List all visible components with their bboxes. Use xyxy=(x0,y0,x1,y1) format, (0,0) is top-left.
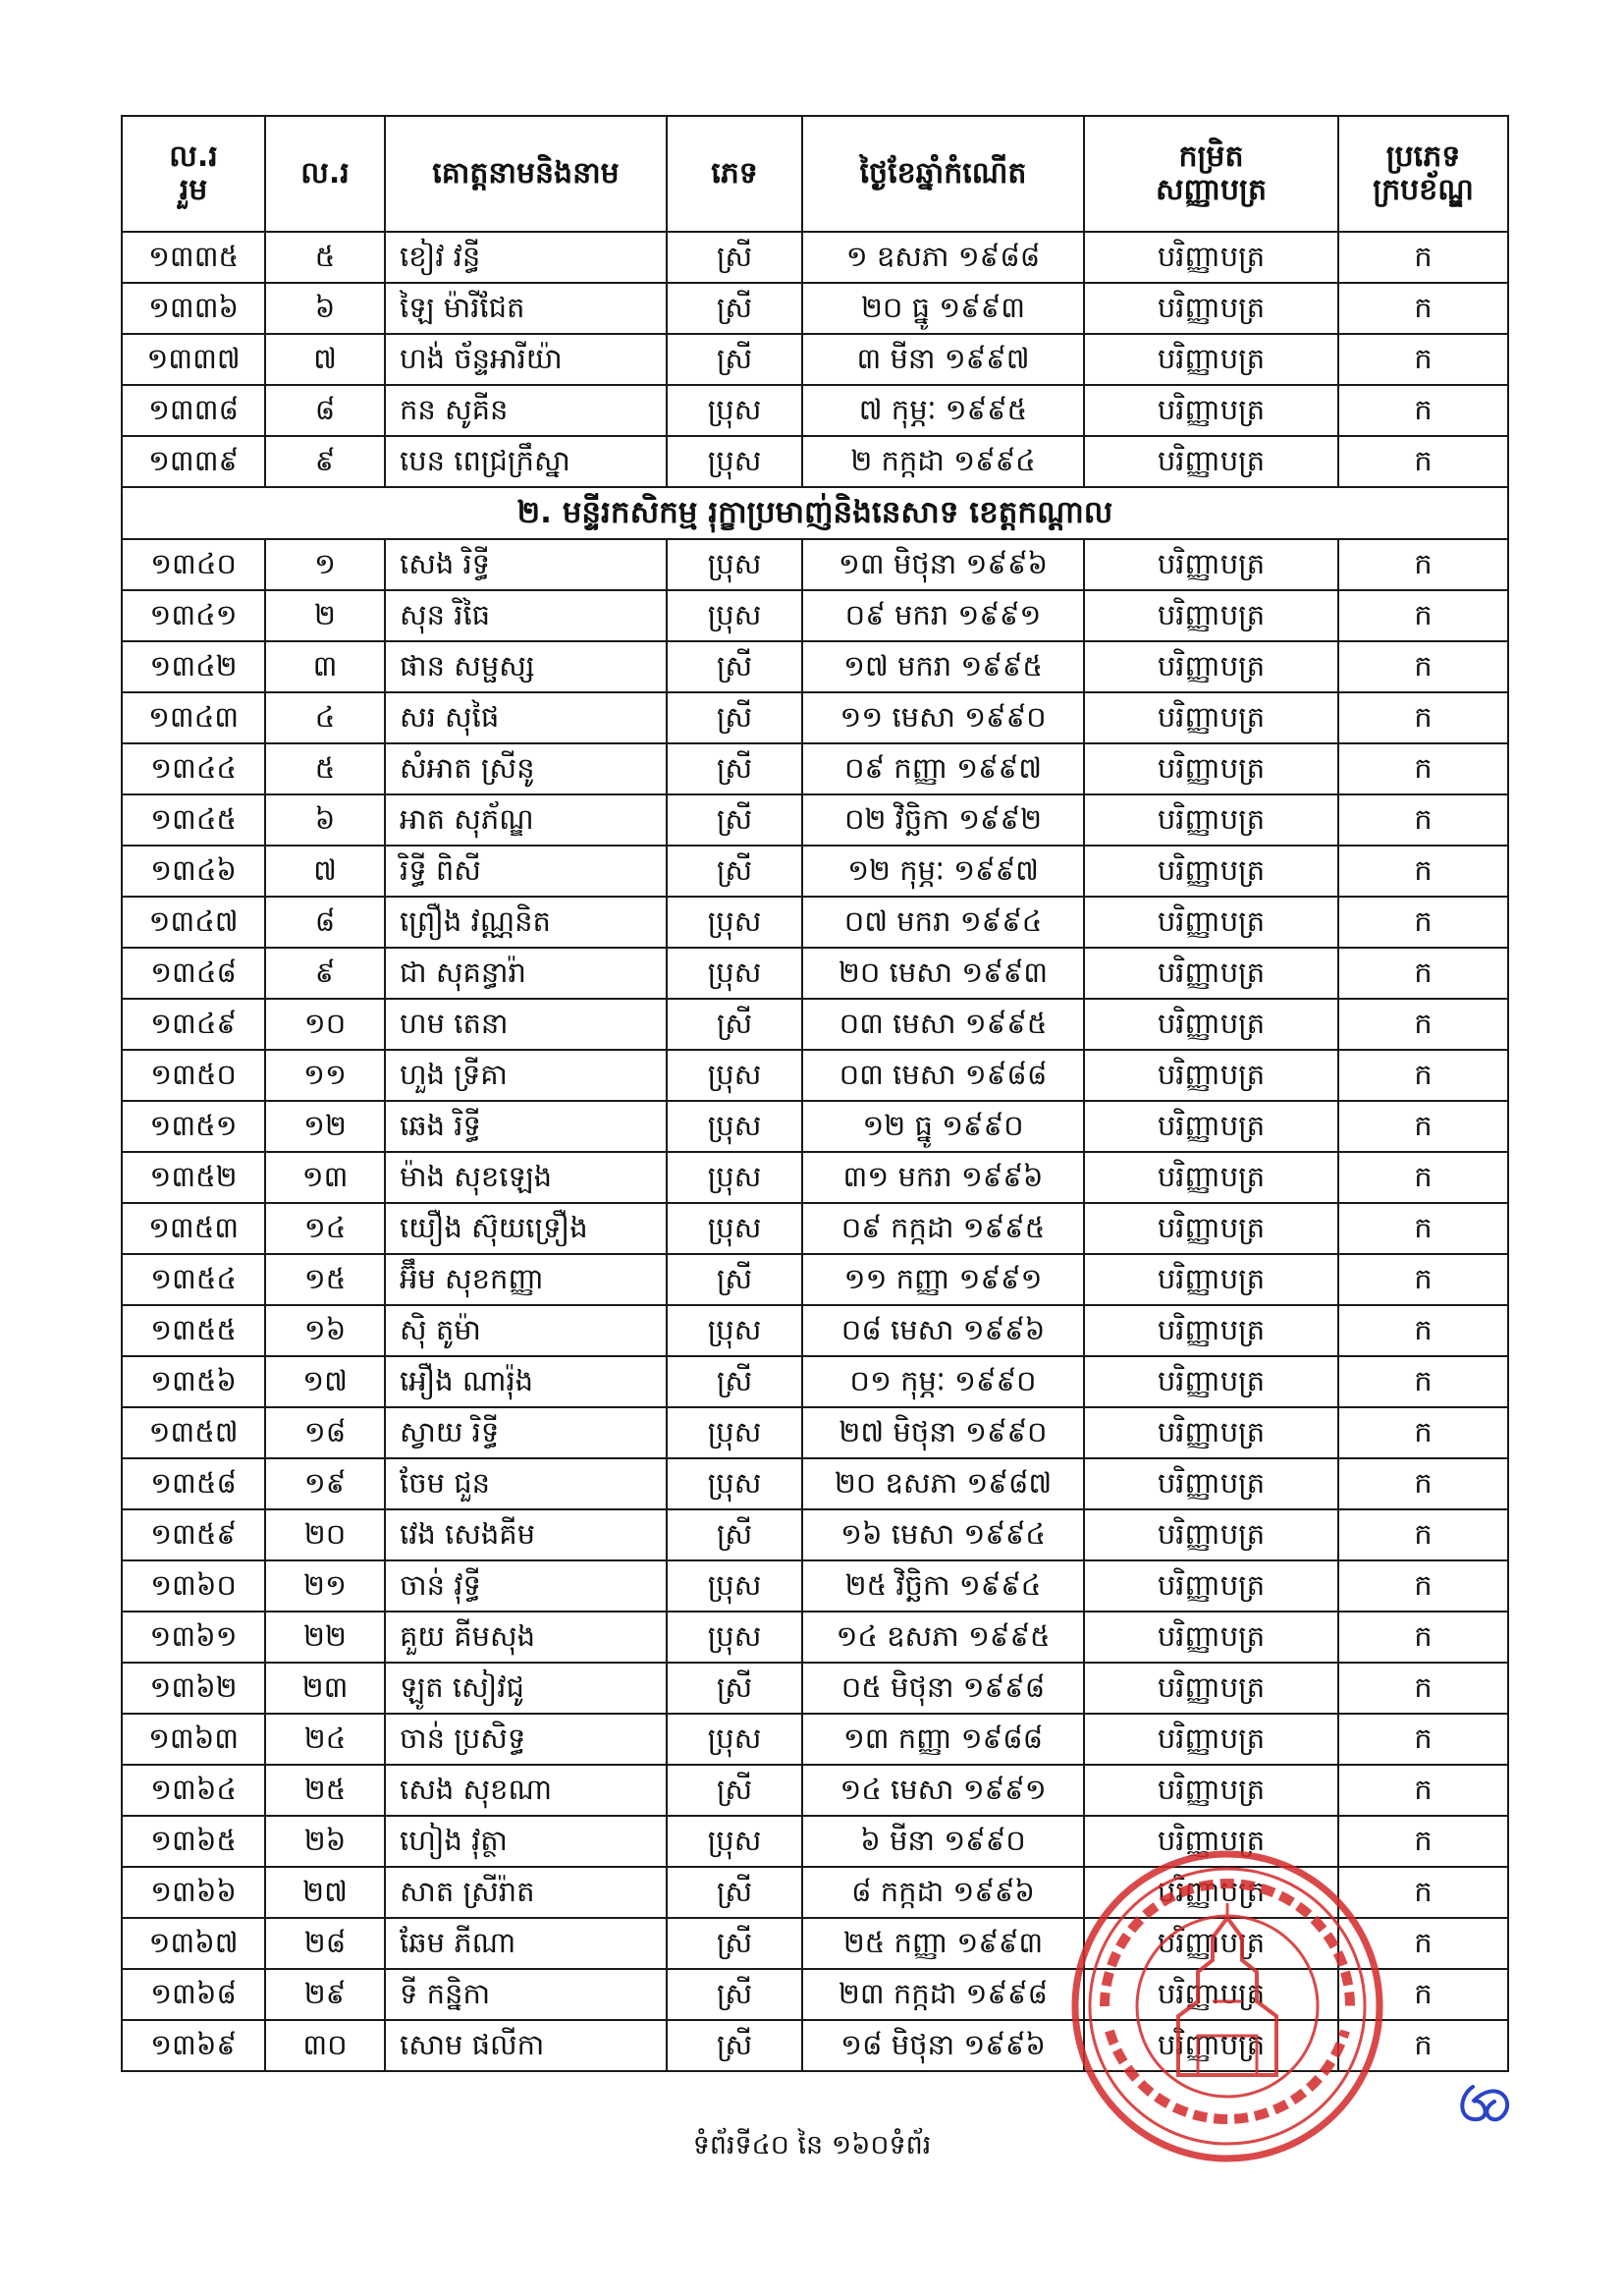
cell-no: ៣០ xyxy=(265,2020,385,2071)
cell-name: កន សូគីន xyxy=(385,385,667,436)
cell-overall-no: ១៣៥៥ xyxy=(122,1305,265,1356)
cell-dob: ១ ឧសភា ១៩៨៨ xyxy=(802,232,1084,283)
cell-degree: បរិញ្ញាបត្រ xyxy=(1084,641,1338,692)
table-row xyxy=(122,1254,1508,1305)
table-row xyxy=(122,232,1508,283)
cell-gender: ស្រី xyxy=(667,1918,802,1969)
cell-degree: បរិញ្ញាបត្រ xyxy=(1084,1663,1338,1714)
cell-gender: ស្រី xyxy=(667,1867,802,1918)
cell-no: ១៦ xyxy=(265,1305,385,1356)
cell-gender: ស្រី xyxy=(667,743,802,794)
cell-overall-no: ១៣៥២ xyxy=(122,1152,265,1203)
cell-degree: បរិញ្ញាបត្រ xyxy=(1084,385,1338,436)
cell-gender: ស្រី xyxy=(667,1509,802,1560)
cell-no: ២៦ xyxy=(265,1816,385,1867)
cell-gender: ស្រី xyxy=(667,692,802,743)
cell-dob: ១៣ កញ្ញា ១៩៨៨ xyxy=(802,1714,1084,1765)
cell-gender: ប្រុស xyxy=(667,1152,802,1203)
cell-overall-no: ១៣៥៦ xyxy=(122,1356,265,1407)
cell-gender: ប្រុស xyxy=(667,385,802,436)
cell-gender: ស្រី xyxy=(667,232,802,283)
cell-category: ក xyxy=(1338,1458,1508,1509)
cell-dob: ០៨ មេសា ១៩៩៦ xyxy=(802,1305,1084,1356)
cell-degree: បរិញ្ញាបត្រ xyxy=(1084,999,1338,1050)
cell-no: ១៤ xyxy=(265,1203,385,1254)
cell-dob: ០៩ មករា ១៩៩១ xyxy=(802,590,1084,641)
cell-no: ១ xyxy=(265,539,385,590)
cell-name: យឿង ស៊ុយទ្រឿង xyxy=(385,1203,667,1254)
cell-overall-no: ១៣៦៨ xyxy=(122,1969,265,2020)
cell-no: ៩ xyxy=(265,948,385,999)
cell-degree: បរិញ្ញាបត្រ xyxy=(1084,1458,1338,1509)
cell-degree: បរិញ្ញាបត្រ xyxy=(1084,1254,1338,1305)
cell-category: ក xyxy=(1338,1918,1508,1969)
cell-degree: បរិញ្ញាបត្រ xyxy=(1084,1918,1338,1969)
cell-category: ក xyxy=(1338,283,1508,334)
handwritten-initial-icon xyxy=(1453,2072,1522,2131)
table-row xyxy=(122,846,1508,897)
cell-dob: ២០ ធ្នូ ១៩៩៣ xyxy=(802,283,1084,334)
cell-category: ក xyxy=(1338,1663,1508,1714)
cell-dob: ១៣ មិថុនា ១៩៩៦ xyxy=(802,539,1084,590)
table-body-top xyxy=(122,232,1508,487)
cell-degree: បរិញ្ញាបត្រ xyxy=(1084,1867,1338,1918)
cell-gender: ប្រុស xyxy=(667,1458,802,1509)
cell-no: ១២ xyxy=(265,1101,385,1152)
cell-dob: ២ កក្កដា ១៩៩៤ xyxy=(802,436,1084,487)
cell-overall-no: ១៣៦២ xyxy=(122,1663,265,1714)
page-number: ទំព័រទី៤០ នៃ ១៦០ទំព័រ xyxy=(692,2130,932,2160)
table-row xyxy=(122,743,1508,794)
cell-no: ២៥ xyxy=(265,1765,385,1816)
cell-category: ក xyxy=(1338,1714,1508,1765)
cell-degree: បរិញ្ញាបត្រ xyxy=(1084,1765,1338,1816)
cell-degree: បរិញ្ញាបត្រ xyxy=(1084,334,1338,385)
cell-category: ក xyxy=(1338,794,1508,846)
cell-no: ៧ xyxy=(265,334,385,385)
table-row xyxy=(122,1203,1508,1254)
cell-category: ក xyxy=(1338,1254,1508,1305)
cell-gender: ប្រុស xyxy=(667,1050,802,1101)
cell-name: អ៊ឹម សុខកញ្ញា xyxy=(385,1254,667,1305)
table-row xyxy=(122,897,1508,948)
cell-no: ១៨ xyxy=(265,1407,385,1458)
cell-name: សេង រិទ្ធី xyxy=(385,539,667,590)
cell-no: ៧ xyxy=(265,846,385,897)
cell-name: ឆេង រិទ្ធី xyxy=(385,1101,667,1152)
table-row xyxy=(122,1050,1508,1101)
cell-overall-no: ១៣៤២ xyxy=(122,641,265,692)
cell-name: បេន ពេជ្រក្រឹស្នា xyxy=(385,436,667,487)
cell-category: ក xyxy=(1338,1203,1508,1254)
cell-degree: បរិញ្ញាបត្រ xyxy=(1084,743,1338,794)
cell-dob: ២៧ មិថុនា ១៩៩០ xyxy=(802,1407,1084,1458)
cell-overall-no: ១៣៤៩ xyxy=(122,999,265,1050)
cell-dob: ៧ កុម្ភៈ ១៩៩៥ xyxy=(802,385,1084,436)
table-body-bottom xyxy=(122,539,1508,2071)
header-category: ប្រភេទ ក្របខ័ណ្ឌ xyxy=(1338,116,1508,232)
cell-overall-no: ១៣៤៦ xyxy=(122,846,265,897)
cell-dob: ០៩ កក្កដា ១៩៩៥ xyxy=(802,1203,1084,1254)
cell-degree: បរិញ្ញាបត្រ xyxy=(1084,846,1338,897)
cell-category: ក xyxy=(1338,539,1508,590)
cell-dob: ២៥ កញ្ញា ១៩៩៣ xyxy=(802,1918,1084,1969)
cell-degree: បរិញ្ញាបត្រ xyxy=(1084,232,1338,283)
header-gender: ភេទ xyxy=(667,116,802,232)
cell-name: ចាន់ ប្រសិទ្ធ xyxy=(385,1714,667,1765)
cell-no: ២៤ xyxy=(265,1714,385,1765)
cell-category: ក xyxy=(1338,1816,1508,1867)
table-row xyxy=(122,948,1508,999)
cell-gender: ស្រី xyxy=(667,1969,802,2020)
cell-no: ២១ xyxy=(265,1560,385,1612)
table-row xyxy=(122,1305,1508,1356)
cell-overall-no: ១៣៣៦ xyxy=(122,283,265,334)
cell-name: ឡៃ ម៉ារីជែត xyxy=(385,283,667,334)
cell-dob: ២៣ កក្កដា ១៩៩៨ xyxy=(802,1969,1084,2020)
cell-no: ១៩ xyxy=(265,1458,385,1509)
cell-overall-no: ១៣៤៧ xyxy=(122,897,265,948)
cell-category: ក xyxy=(1338,2020,1508,2071)
table-row xyxy=(122,999,1508,1050)
cell-overall-no: ១៣៦៩ xyxy=(122,2020,265,2071)
cell-gender: ស្រី xyxy=(667,846,802,897)
cell-no: ២៨ xyxy=(265,1918,385,1969)
cell-name: ព្រឿង វណ្ណនិត xyxy=(385,897,667,948)
cell-degree: បរិញ្ញាបត្រ xyxy=(1084,1152,1338,1203)
cell-category: ក xyxy=(1338,385,1508,436)
cell-dob: ០៩ កញ្ញា ១៩៩៧ xyxy=(802,743,1084,794)
cell-category: ក xyxy=(1338,1969,1508,2020)
cell-degree: បរិញ្ញាបត្រ xyxy=(1084,897,1338,948)
cell-overall-no: ១៣៤១ xyxy=(122,590,265,641)
cell-name: ចាន់ វុទ្ធី xyxy=(385,1560,667,1612)
cell-degree: បរិញ្ញាបត្រ xyxy=(1084,948,1338,999)
cell-degree: បរិញ្ញាបត្រ xyxy=(1084,1305,1338,1356)
cell-category: ក xyxy=(1338,590,1508,641)
cell-no: ៥ xyxy=(265,232,385,283)
table-header-row xyxy=(122,116,1508,232)
cell-name: ហៀង វុត្ថា xyxy=(385,1816,667,1867)
cell-no: ៦ xyxy=(265,794,385,846)
cell-category: ក xyxy=(1338,1356,1508,1407)
cell-overall-no: ១៣៦៧ xyxy=(122,1918,265,1969)
cell-no: ៤ xyxy=(265,692,385,743)
cell-category: ក xyxy=(1338,743,1508,794)
cell-degree: បរិញ្ញាបត្រ xyxy=(1084,1509,1338,1560)
cell-category: ក xyxy=(1338,1509,1508,1560)
cell-name: ទី កន្និកា xyxy=(385,1969,667,2020)
cell-name: ឡូត សៀវជូ xyxy=(385,1663,667,1714)
cell-no: ១១ xyxy=(265,1050,385,1101)
cell-no: ៣ xyxy=(265,641,385,692)
cell-overall-no: ១៣៣៥ xyxy=(122,232,265,283)
cell-name: ខៀវ វន្ធី xyxy=(385,232,667,283)
cell-category: ក xyxy=(1338,436,1508,487)
cell-category: ក xyxy=(1338,999,1508,1050)
section-title: ២. មន្ទីរកសិកម្ម រុក្ខាប្រមាញ់និងនេសាទ ខេត្តកណ្តាល xyxy=(122,487,1508,539)
cell-category: ក xyxy=(1338,1612,1508,1663)
cell-name: សេង សុខណា xyxy=(385,1765,667,1816)
cell-overall-no: ១៣៦៥ xyxy=(122,1816,265,1867)
cell-category: ក xyxy=(1338,334,1508,385)
cell-dob: ៣១ មករា ១៩៩៦ xyxy=(802,1152,1084,1203)
cell-degree: បរិញ្ញាបត្រ xyxy=(1084,1560,1338,1612)
cell-overall-no: ១៣៥១ xyxy=(122,1101,265,1152)
cell-dob: ១១ កញ្ញា ១៩៩១ xyxy=(802,1254,1084,1305)
table-row xyxy=(122,539,1508,590)
cell-no: ២ xyxy=(265,590,385,641)
cell-category: ក xyxy=(1338,1050,1508,1101)
cell-category: ក xyxy=(1338,846,1508,897)
cell-category: ក xyxy=(1338,1560,1508,1612)
header-overall-no: ល.រ រួម xyxy=(122,116,265,232)
cell-dob: ៣ មីនា ១៩៩៧ xyxy=(802,334,1084,385)
table-row xyxy=(122,1101,1508,1152)
cell-no: ១០ xyxy=(265,999,385,1050)
cell-no: ១៧ xyxy=(265,1356,385,1407)
cell-overall-no: ១៣៣៩ xyxy=(122,436,265,487)
cell-gender: ប្រុស xyxy=(667,897,802,948)
cell-overall-no: ១៣៣៨ xyxy=(122,385,265,436)
cell-dob: ០៥ មិថុនា ១៩៩៨ xyxy=(802,1663,1084,1714)
cell-category: ក xyxy=(1338,641,1508,692)
cell-dob: ១១ មេសា ១៩៩០ xyxy=(802,692,1084,743)
cell-overall-no: ១៣៤៨ xyxy=(122,948,265,999)
table-row xyxy=(122,1407,1508,1458)
cell-dob: ១២ កុម្ភៈ ១៩៩៧ xyxy=(802,846,1084,897)
cell-degree: បរិញ្ញាបត្រ xyxy=(1084,1969,1338,2020)
cell-overall-no: ១៣៦៣ xyxy=(122,1714,265,1765)
cell-dob: ០៧ មករា ១៩៩៤ xyxy=(802,897,1084,948)
table-row xyxy=(122,641,1508,692)
table-section xyxy=(122,487,1508,539)
table-row xyxy=(122,385,1508,436)
cell-name: ហួង ទ្រីគា xyxy=(385,1050,667,1101)
table-row xyxy=(122,1663,1508,1714)
cell-name: ម៉ាង សុខឡេង xyxy=(385,1152,667,1203)
cell-overall-no: ១៣៤០ xyxy=(122,539,265,590)
cell-name: អាត សុភ័ណ្ឌ xyxy=(385,794,667,846)
cell-overall-no: ១៣៥០ xyxy=(122,1050,265,1101)
cell-dob: ០៣ មេសា ១៩៨៨ xyxy=(802,1050,1084,1101)
cell-name: ហម តេនា xyxy=(385,999,667,1050)
cell-gender: ស្រី xyxy=(667,641,802,692)
cell-overall-no: ១៣៦១ xyxy=(122,1612,265,1663)
cell-gender: ប្រុស xyxy=(667,590,802,641)
cell-no: ១៣ xyxy=(265,1152,385,1203)
cell-name: វេង សេងគីម xyxy=(385,1509,667,1560)
cell-no: ២២ xyxy=(265,1612,385,1663)
cell-dob: ០២ វិច្ឆិកា ១៩៩២ xyxy=(802,794,1084,846)
cell-degree: បរិញ្ញាបត្រ xyxy=(1084,1714,1338,1765)
cell-name: សុន រិធៃ xyxy=(385,590,667,641)
cell-no: ២៣ xyxy=(265,1663,385,1714)
cell-overall-no: ១៣៣៧ xyxy=(122,334,265,385)
cell-category: ក xyxy=(1338,1305,1508,1356)
cell-overall-no: ១៣៤៤ xyxy=(122,743,265,794)
table-row xyxy=(122,1560,1508,1612)
cell-no: ៩ xyxy=(265,436,385,487)
header-degree: កម្រិត សញ្ញាបត្រ xyxy=(1084,116,1338,232)
cell-gender: ស្រី xyxy=(667,794,802,846)
cell-gender: ប្រុស xyxy=(667,1203,802,1254)
cell-degree: បរិញ្ញាបត្រ xyxy=(1084,590,1338,641)
cell-overall-no: ១៣៥៩ xyxy=(122,1509,265,1560)
cell-gender: ប្រុស xyxy=(667,1305,802,1356)
cell-overall-no: ១៣៥៨ xyxy=(122,1458,265,1509)
cell-name: ស៊ិ តូម៉ា xyxy=(385,1305,667,1356)
cell-gender: ស្រី xyxy=(667,1356,802,1407)
cell-degree: បរិញ្ញាបត្រ xyxy=(1084,283,1338,334)
table-row xyxy=(122,1509,1508,1560)
table-row xyxy=(122,794,1508,846)
cell-gender: ស្រី xyxy=(667,283,802,334)
cell-name: សាត ស្រីរ៉ាត xyxy=(385,1867,667,1918)
cell-category: ក xyxy=(1338,232,1508,283)
cell-gender: ស្រី xyxy=(667,999,802,1050)
cell-gender: ប្រុស xyxy=(667,1101,802,1152)
cell-no: ២០ xyxy=(265,1509,385,1560)
cell-dob: ១៨ មិថុនា ១៩៩៦ xyxy=(802,2020,1084,2071)
cell-degree: បរិញ្ញាបត្រ xyxy=(1084,692,1338,743)
cell-degree: បរិញ្ញាបត្រ xyxy=(1084,1612,1338,1663)
header-dob: ថ្ងៃខែឆ្នាំកំណើត xyxy=(802,116,1084,232)
cell-dob: ០១ កុម្ភៈ ១៩៩០ xyxy=(802,1356,1084,1407)
cell-gender: ប្រុស xyxy=(667,1612,802,1663)
cell-degree: បរិញ្ញាបត្រ xyxy=(1084,1816,1338,1867)
cell-category: ក xyxy=(1338,948,1508,999)
cell-degree: បរិញ្ញាបត្រ xyxy=(1084,539,1338,590)
cell-category: ក xyxy=(1338,1867,1508,1918)
cell-dob: ៦ មីនា ១៩៩០ xyxy=(802,1816,1084,1867)
cell-name: រិទ្ធី ពិសី xyxy=(385,846,667,897)
table-row xyxy=(122,590,1508,641)
staff-table xyxy=(121,115,1509,2072)
cell-overall-no: ១៣៦៦ xyxy=(122,1867,265,1918)
cell-dob: ២០ មេសា ១៩៩៣ xyxy=(802,948,1084,999)
cell-gender: ប្រុស xyxy=(667,436,802,487)
cell-no: ២៧ xyxy=(265,1867,385,1918)
cell-no: ៨ xyxy=(265,385,385,436)
section-row xyxy=(122,487,1508,539)
cell-name: សរ សុផៃ xyxy=(385,692,667,743)
cell-name: ចែម ជួន xyxy=(385,1458,667,1509)
cell-gender: ស្រី xyxy=(667,1765,802,1816)
cell-no: ១៥ xyxy=(265,1254,385,1305)
cell-overall-no: ១៣៦៤ xyxy=(122,1765,265,1816)
table-row xyxy=(122,1714,1508,1765)
cell-name: គួយ គីមសុង xyxy=(385,1612,667,1663)
cell-gender: ប្រុស xyxy=(667,539,802,590)
cell-overall-no: ១៣៥៣ xyxy=(122,1203,265,1254)
cell-overall-no: ១៣៦០ xyxy=(122,1560,265,1612)
header-no: ល.រ xyxy=(265,116,385,232)
cell-gender: ស្រី xyxy=(667,1254,802,1305)
cell-no: ២៩ xyxy=(265,1969,385,2020)
cell-dob: ១៤ ឧសភា ១៩៩៥ xyxy=(802,1612,1084,1663)
cell-name: ជា សុគន្ធារ៉ា xyxy=(385,948,667,999)
table-row xyxy=(122,436,1508,487)
cell-dob: ១៦ មេសា ១៩៩៤ xyxy=(802,1509,1084,1560)
cell-degree: បរិញ្ញាបត្រ xyxy=(1084,1101,1338,1152)
cell-overall-no: ១៣៤៥ xyxy=(122,794,265,846)
cell-category: ក xyxy=(1338,1407,1508,1458)
cell-no: ៦ xyxy=(265,283,385,334)
cell-dob: ១៧ មករា ១៩៩៥ xyxy=(802,641,1084,692)
table-row xyxy=(122,334,1508,385)
cell-gender: ស្រី xyxy=(667,2020,802,2071)
cell-degree: បរិញ្ញាបត្រ xyxy=(1084,1407,1338,1458)
cell-category: ក xyxy=(1338,692,1508,743)
table-row xyxy=(122,1356,1508,1407)
cell-name: អឿង ណារ៉ុង xyxy=(385,1356,667,1407)
cell-category: ក xyxy=(1338,1765,1508,1816)
table-row xyxy=(122,1152,1508,1203)
cell-gender: ស្រី xyxy=(667,1663,802,1714)
cell-name: ហង់ ច័ន្ទអារីយ៉ា xyxy=(385,334,667,385)
table-row xyxy=(122,1458,1508,1509)
cell-degree: បរិញ្ញាបត្រ xyxy=(1084,794,1338,846)
cell-dob: ១៤ មេសា ១៩៩១ xyxy=(802,1765,1084,1816)
official-seal-icon xyxy=(1065,1844,1389,2168)
cell-gender: ស្រី xyxy=(667,334,802,385)
table-row xyxy=(122,283,1508,334)
cell-gender: ប្រុស xyxy=(667,948,802,999)
cell-degree: បរិញ្ញាបត្រ xyxy=(1084,1356,1338,1407)
cell-dob: ២០ ឧសភា ១៩៨៧ xyxy=(802,1458,1084,1509)
cell-dob: ០៣ មេសា ១៩៩៥ xyxy=(802,999,1084,1050)
cell-overall-no: ១៣៥៧ xyxy=(122,1407,265,1458)
cell-overall-no: ១៣៥៤ xyxy=(122,1254,265,1305)
cell-name: ឆែម ភីណា xyxy=(385,1918,667,1969)
table-row xyxy=(122,1612,1508,1663)
table-row xyxy=(122,1765,1508,1816)
cell-gender: ប្រុស xyxy=(667,1816,802,1867)
cell-degree: បរិញ្ញាបត្រ xyxy=(1084,436,1338,487)
cell-name: ស្វាយ រិទ្ធី xyxy=(385,1407,667,1458)
cell-dob: ១២ ធ្នូ ១៩៩០ xyxy=(802,1101,1084,1152)
cell-category: ក xyxy=(1338,897,1508,948)
cell-name: សោម ផលីកា xyxy=(385,2020,667,2071)
cell-no: ៥ xyxy=(265,743,385,794)
cell-degree: បរិញ្ញាបត្រ xyxy=(1084,2020,1338,2071)
cell-gender: ប្រុស xyxy=(667,1560,802,1612)
cell-no: ៨ xyxy=(265,897,385,948)
cell-gender: ប្រុស xyxy=(667,1407,802,1458)
cell-dob: ២៥ វិច្ឆិកា ១៩៩៤ xyxy=(802,1560,1084,1612)
cell-category: ក xyxy=(1338,1101,1508,1152)
cell-name: សំអាត ស្រីនូ xyxy=(385,743,667,794)
cell-category: ក xyxy=(1338,1152,1508,1203)
cell-overall-no: ១៣៤៣ xyxy=(122,692,265,743)
cell-gender: ប្រុស xyxy=(667,1714,802,1765)
cell-degree: បរិញ្ញាបត្រ xyxy=(1084,1203,1338,1254)
cell-degree: បរិញ្ញាបត្រ xyxy=(1084,1050,1338,1101)
cell-name: ផាន សម្ផស្ស xyxy=(385,641,667,692)
cell-dob: ៨ កក្កដា ១៩៩៦ xyxy=(802,1867,1084,1918)
table-row xyxy=(122,692,1508,743)
header-name: គោត្តនាមនិងនាម xyxy=(385,116,667,232)
